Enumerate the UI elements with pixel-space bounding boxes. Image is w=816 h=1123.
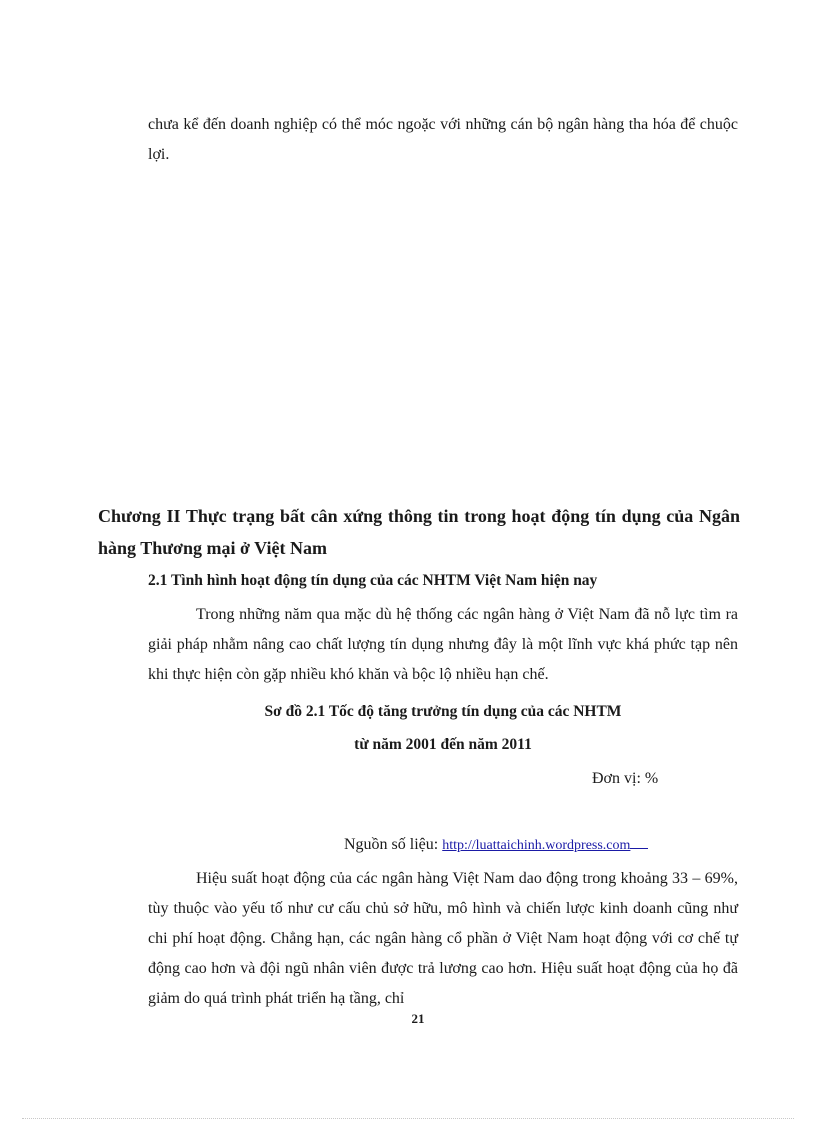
- source-link[interactable]: http://luattaichinh.wordpress.com: [442, 838, 631, 853]
- figure-source: [344, 832, 648, 859]
- paragraph-intro: Trong những năm qua mặc dù hệ thống các ngân hàng ở Việt Nam đã nỗ lực tìm ra giải pháp nhằm nâng cao chất lượng tín dụng nhưng đây là một lĩnh vực khá phức tạp nên khi thực hiện còn gặp nhiều khó khăn và bộc lộ nhiều hạn chế.: [148, 606, 738, 683]
- chapter-title: Chương II Thực trạng bất cân xứng thông tin trong hoạt động tín dụng của Ngân hàng Thương mại ở Việt Nam: [98, 506, 740, 558]
- figure-caption-line2: từ năm 2001 đến năm 2011: [354, 736, 532, 753]
- page-number: 21: [411, 1011, 425, 1026]
- figure-unit: Đơn vị: %: [592, 770, 659, 787]
- section-heading: 2.1 Tình hình hoạt động tín dụng của các NHTM Việt Nam hiện nay: [148, 572, 598, 589]
- source-label: Nguồn số liệu:: [344, 836, 439, 853]
- figure-caption-line1: Sơ đồ 2.1 Tốc độ tăng trưởng tín dụng của các NHTM: [264, 703, 622, 720]
- link-underline-trail: [630, 834, 648, 849]
- paragraph-continuation: chưa kể đến doanh nghiệp có thể móc ngoặc với những cán bộ ngân hàng tha hóa để chuộc lợi.: [148, 116, 738, 163]
- paragraph-efficiency: Hiệu suất hoạt động của các ngân hàng Việt Nam dao động trong khoảng 33 – 69%, tùy thuộc vào yếu tố như cư cấu chủ sở hữu, mô hình và chiến lược kinh doanh cũng như chi phí hoạt động. Chẳng hạn, các ngân hàng cổ phần ở Việt Nam hoạt động với cơ chế tự động cao hơn và đội ngũ nhân viên được trả lương cao hơn. Hiệu suất hoạt động của họ đã giảm do quá trình phát triển hạ tầng, chỉ: [148, 870, 738, 1007]
- page-bottom-border: [22, 1118, 794, 1119]
